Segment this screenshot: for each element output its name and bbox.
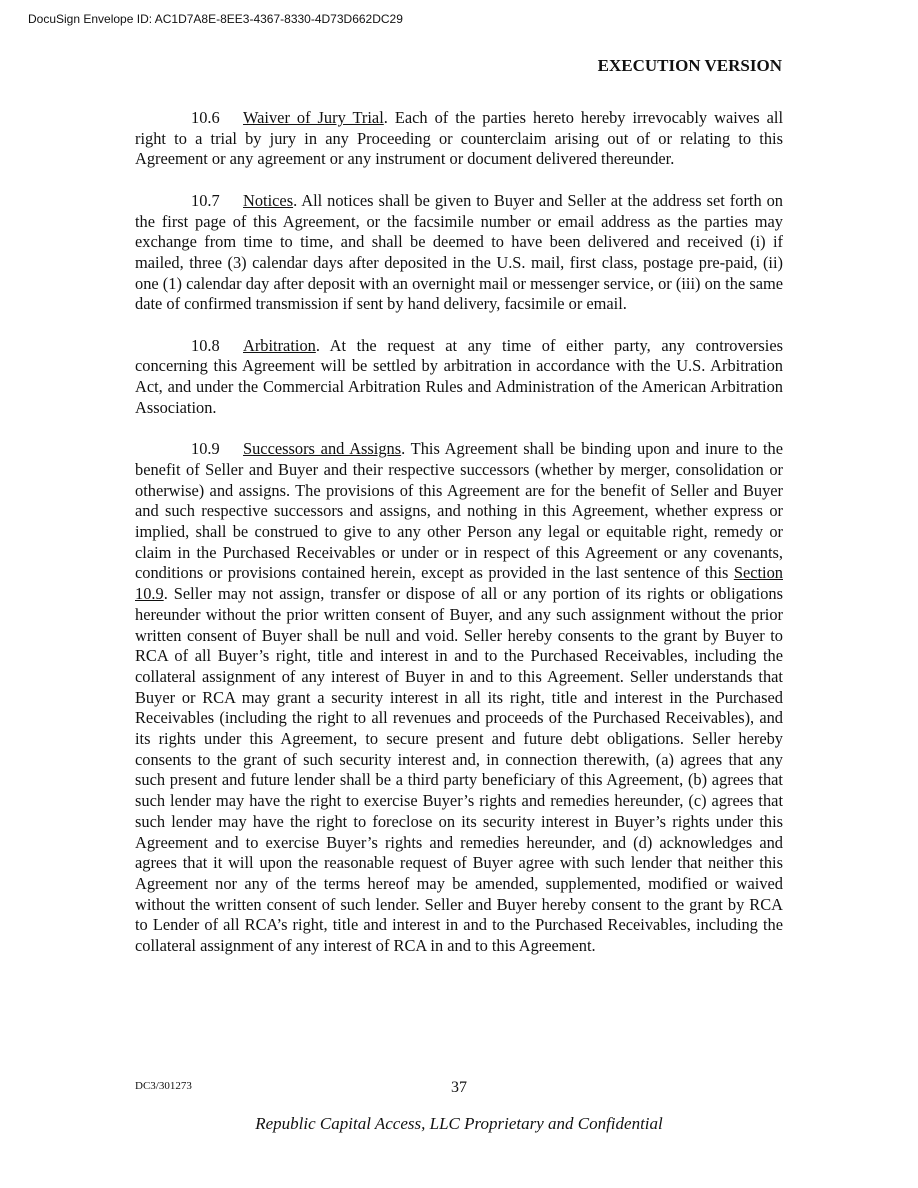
section-10-9 xyxy=(135,439,783,957)
section-title: Successors and Assigns xyxy=(243,439,402,459)
document-reference: DC3/301273 xyxy=(135,1080,192,1092)
section-text: . Seller may not assign, transfer or dispose of all or any portion of its rights or obligations hereunder without the prior written consent of Buyer, and any such assignment without the prior written consent of Buyer shall be null and void. Seller hereby consents to the grant by Buyer to RCA of all Buyer’s right, title and interest in and to the Purchased Receivables, including the collateral assignment of any interest of Buyer in and to this Agreement. Seller understands that Buyer or RCA may grant a security interest in all its right, title and interest in the Purchased Receivables (including the right to all revenues and proceeds of the Purchased Receivables), and its rights under this Agreement, to secure present and future debt obligations. Seller hereby consents to the grant of such security interest and, in connection therewith, (a) agrees that any such present and future lender shall be a third party beneficiary of this Agreement, (b) agrees that such lender may have the right to exercise Buyer’s rights and remedies hereunder, (c) agrees that such lender may have the right to foreclose on its security interest in Buyer’s rights under this Agreement and to exercise Buyer’s rights and remedies hereunder, and (d) acknowledges and agrees that it will upon the reasonable request of Buyer agree with such lender that neither this Agreement nor any of the terms hereof may be amended, supplemented, modified or waived without the written consent of such lender. Seller and Buyer hereby consent to the grant by RCA to Lender of all RCA’s right, title and interest in and to the Purchased Receivables, including the collateral assignment of any interest of RCA in and to this Agreement. xyxy=(135,584,783,956)
document-body xyxy=(135,108,783,977)
section-text: . At the request at any time of either party, any controversies concerning this Agreement will be settled by arbitration in accordance with the U.S. Arbitration Act, and under the Commercial Arbitration Rules and Administration of the American Arbitration Association. xyxy=(135,335,783,417)
section-reference: Section 10.9 xyxy=(135,563,783,604)
execution-version-label: EXECUTION VERSION xyxy=(597,56,782,75)
page-number: 37 xyxy=(451,1079,467,1096)
section-text: . Each of the parties hereto hereby irrevocably waives all right to a trial by jury in any Proceeding or counterclaim arising out of or relating to this Agreement or any agreement or any instrument or document delivered thereunder. xyxy=(135,108,783,169)
section-title: Arbitration xyxy=(243,335,316,355)
section-number: 10.9 xyxy=(191,439,220,459)
section-number: 10.6 xyxy=(191,108,220,127)
section-text: . All notices shall be given to Buyer and Seller at the address set forth on the first page of this Agreement, or the facsimile number or email address as the parties may exchange from time to time, and shall be deemed to have been delivered and received (i) if mailed, three (3) calendar days after deposited in the U.S. mail, first class, postage pre-paid, (ii) one (1) calendar day after deposit with an overnight mail or messenger service, or (iii) on the same date of confirmed transmission if sent by hand delivery, facsimile or email. xyxy=(135,190,783,314)
docusign-envelope-id: DocuSign Envelope ID: AC1D7A8E-8EE3-4367-8330-4D73D662DC29 xyxy=(28,12,403,26)
section-title: Waiver of Jury Trial xyxy=(243,108,384,127)
section-10-7 xyxy=(135,191,783,315)
section-title: Notices xyxy=(243,190,294,210)
section-number: 10.8 xyxy=(191,335,220,355)
confidentiality-notice: Republic Capital Access, LLC Proprietary and Confidential xyxy=(255,1114,663,1133)
section-text: . This Agreement shall be binding upon and inure to the benefit of Seller and Buyer and their respective successors (whether by merger, consolidation or otherwise) and assigns. The provisions of this Agreement are for the benefit of Seller and Buyer and such respective successors and assigns, and nothing in this Agreement, whether express or implied, shall be construed to give to any other Person any legal or equitable right, remedy or claim in the Purchased Receivables or under or in respect of this Agreement or any covenants, conditions or provisions contained herein, except as provided in the last sentence of this xyxy=(135,439,783,583)
section-number: 10.7 xyxy=(191,190,220,210)
section-10-6 xyxy=(135,108,783,170)
section-10-8 xyxy=(135,336,783,419)
